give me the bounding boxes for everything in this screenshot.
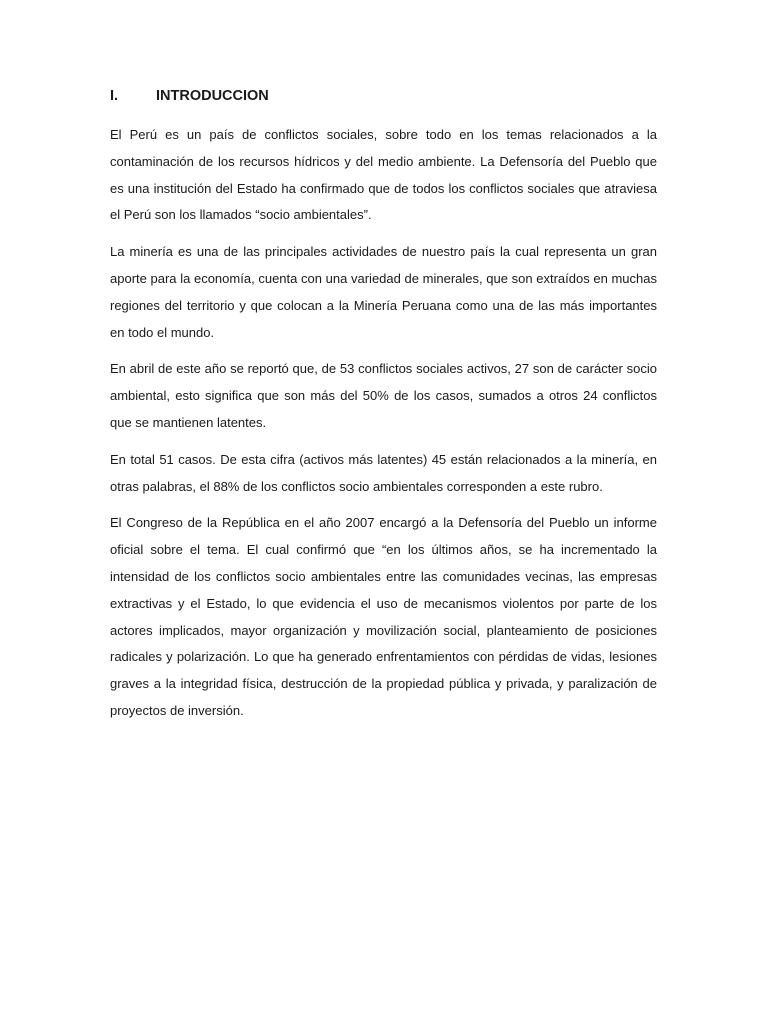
document-body	[110, 86, 657, 735]
section-number: I.	[110, 88, 119, 104]
section-heading	[110, 86, 657, 106]
paragraph-4: En total 51 casos. De esta cifra (activos más latentes) 45 están relacionados a la minería, en otras palabras, el 88% de los conflictos socio ambientales corresponden a este rubro.	[110, 451, 657, 494]
paragraph-2: La minería es una de las principales actividades de nuestro país la cual representa un gran aporte para la economía, cuenta con una variedad de minerales, que son extraídos en muchas regiones del territorio y que colocan a la Minería Peruana como una de las más importantes en todo el mundo.	[110, 244, 657, 340]
paragraph-1: El Perú es un país de conflictos sociales, sobre todo en los temas relacionados a la contaminación de los recursos hídricos y del medio ambiente. La Defensoría del Pueblo que es una institución del Estado ha confirmado que de todos los conflictos sociales que atraviesa el Perú son los llamados “socio ambientales”.	[110, 127, 657, 223]
paragraph-3: En abril de este año se reportó que, de 53 conflictos sociales activos, 27 son de carácter socio ambiental, esto significa que son más del 50% de los casos, sumados a otros 24 conflictos que se mantienen latentes.	[110, 361, 657, 430]
section-title: INTRODUCCION	[156, 88, 269, 104]
paragraph-5: El Congreso de la República en el año 2007 encargó a la Defensoría del Pueblo un informe oficial sobre el tema. El cual confirmó que “en los últimos años, se ha incrementado la intensidad de los conflictos socio ambientales entre las comunidades vecinas, las empresas extractivas y el Estado, lo que evidencia el uso de mecanismos violentos por parte de los actores implicados, mayor organización y movilización social, planteamiento de posiciones radicales y polarización. Lo que ha generado enfrentamientos con pérdidas de vidas, lesiones graves a la integridad física, destrucción de la propiedad pública y privada, y paralización de proyectos de inversión.	[110, 515, 657, 718]
